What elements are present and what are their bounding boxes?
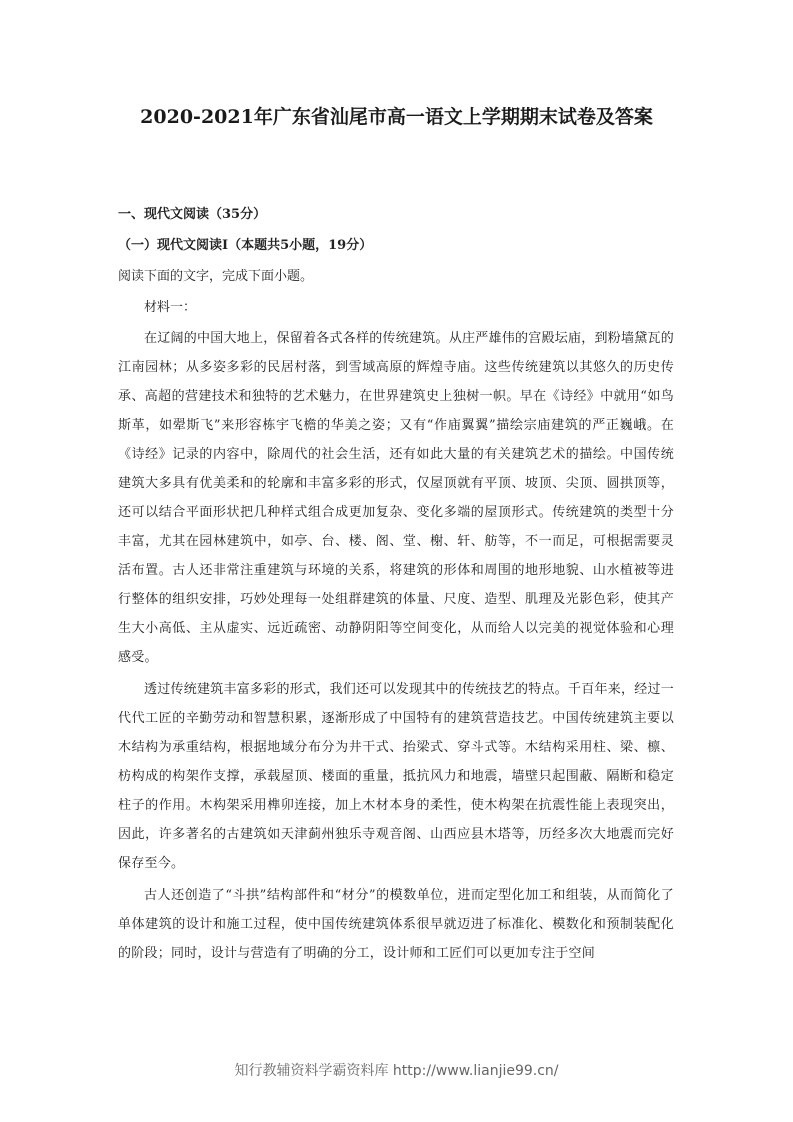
body-paragraph-2: 透过传统建筑丰富多彩的形式，我们还可以发现其中的传统技艺的特点。千百年来，经过一代代工匠的辛勤劳动和智慧积累，逐渐形成了中国特有的建筑营造技艺。中国传统建筑主要以木结构为承重结构，根据地域分布分为井干式、抬梁式、穿斗式等。木结构采用柱、梁、檩、枋构成的构架作支撑，承载屋顶、楼面的重量，抵抗风力和地震，墙壁只起围蔽、隔断和稳定柱子的作用。木构架采用榫卯连接，加上木材本身的柔性，使木构架在抗震性能上表现突出，因此，许多著名的古建筑如天津蓟州独乐寺观音阁、山西应县木塔等，历经多次大地震而完好保存至今。 [118, 682, 675, 871]
section-heading: 一、现代文阅读（35分） [118, 207, 267, 222]
document-body [118, 202, 674, 968]
reading-instruction: 阅读下面的文字，完成下面小题。 [118, 269, 314, 284]
body-paragraph-1: 在辽阔的中国大地上，保留着各式各样的传统建筑。从庄严雄伟的宫殿坛庙，到粉墙黛瓦的江南园林；从多姿多彩的民居村落，到雪域高原的辉煌寺庙。这些传统建筑以其悠久的历史传承、高超的营建技术和独特的艺术魅力，在世界建筑史上独树一帜。早在《诗经》中就用“如鸟斯革，如翚斯飞”来形容栋宇飞檐的华美之姿；又有“作庙翼翼”描绘宗庙建筑的严正巍峨。在《诗经》记录的内容中，除周代的社会生活，还有如此大量的有关建筑艺术的描绘。中国传统建筑大多具有优美柔和的轮廓和丰富多彩的形式，仅屋顶就有平顶、坡顶、尖顶、圆拱顶等，还可以结合平面形状把几种样式组合成更加复杂、变化多端的屋顶形式。传统建筑的类型十分丰富，尤其在园林建筑中，如亭、台、楼、阁、堂、榭、轩、舫等，不一而足，可根据需要灵活布置。古人还非常注重建筑与环境的关系，将建筑的形体和周围的地形地貌、山水植被等进行整体的组织安排，巧妙处理每一处组群建筑的体量、尺度、造型、肌理及光影色彩，使其产生大小高低、主从虚实、远近疏密、动静阴阳等空间变化，从而给人以完美的视觉体验和心理感受。 [118, 331, 675, 665]
subsection-heading: （一）现代文阅读Ⅰ（本题共5小题，19分） [118, 238, 373, 253]
document-title: 2020-2021年广东省汕尾市高一语文上学期期末试卷及答案 [140, 106, 653, 128]
body-paragraph-3: 古人还创造了“斗拱”结构部件和“材分”的模数单位，进而定型化加工和组装，从而简化了单体建筑的设计和施工过程，使中国传统建筑体系很早就迈进了标准化、模数化和预制装配化的阶段；同时，设计与营造有了明确的分工，设计师和工匠们可以更加专注于空间 [118, 888, 674, 961]
footer-watermark: 知行教辅资料学霸资料库 http://www.lianjie99.cn/ [234, 1063, 559, 1079]
material-label: 材料一： [144, 300, 197, 315]
